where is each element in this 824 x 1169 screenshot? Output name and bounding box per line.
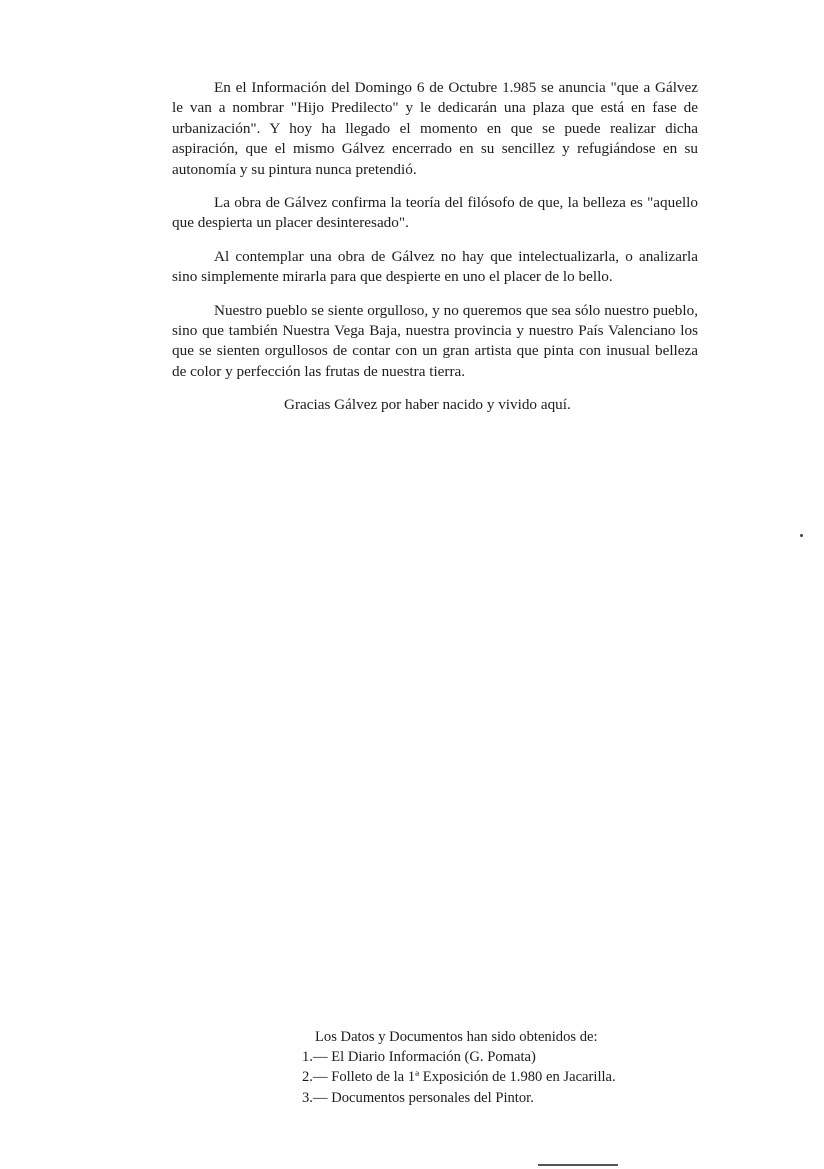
- paragraph-hijo-predilecto: En el Información del Domingo 6 de Octubre 1.985 se anuncia "que a Gálvez le van a nombrar "Hijo Predilecto" y le dedicarán una plaza que está en fase de urbanización". Y hoy ha llegado el momento en que se puede realizar dicha aspiración, que el mismo Gálvez encerrado en su sencillez y refugiándose en su autonomía y su pintura nunca pretendió.: [172, 79, 698, 178]
- source-number: 2.—: [302, 1069, 328, 1086]
- bottom-rule: [538, 1164, 618, 1166]
- source-number: 1.—: [302, 1049, 328, 1066]
- paragraph-contemplar-obra: Al contemplar una obra de Gálvez no hay que intelectualizarla, o analizarla sino simplemente mirarla para que despierte en uno el placer de lo bello.: [172, 247, 698, 286]
- closing-line: Gracias Gálvez por haber nacido y vivido aquí.: [284, 396, 571, 414]
- body-text: [172, 78, 698, 429]
- source-text: Documentos personales del Pintor.: [331, 1089, 534, 1106]
- paragraph-orgullo-pueblo: Nuestro pueblo se siente orgulloso, y no queremos que sea sólo nuestro pueblo, sino que también Nuestra Vega Baja, nuestra provincia y nuestro País Valenciano los que se sienten orgullosos de contar con un gran artista que pinta con inusual belleza de color y perfección las frutas de nuestra tierra.: [172, 301, 698, 380]
- sources-intro: Los Datos y Documentos han sido obtenidos de:: [315, 1029, 598, 1045]
- source-number: 3.—: [302, 1089, 328, 1106]
- source-text: El Diario Información (G. Pomata): [331, 1049, 536, 1066]
- sources-block: [302, 1027, 682, 1108]
- sources-list: [302, 1047, 682, 1108]
- paragraph-teoria-belleza: La obra de Gálvez confirma la teoría del filósofo de que, la belleza es "aquello que despierta un placer desinteresado".: [172, 194, 698, 232]
- source-text: Folleto de la 1ª Exposición de 1.980 en Jacarilla.: [331, 1069, 616, 1086]
- source-item: [302, 1067, 682, 1087]
- scan-dot: [800, 534, 803, 537]
- source-item: [302, 1047, 682, 1067]
- source-item: [302, 1088, 682, 1108]
